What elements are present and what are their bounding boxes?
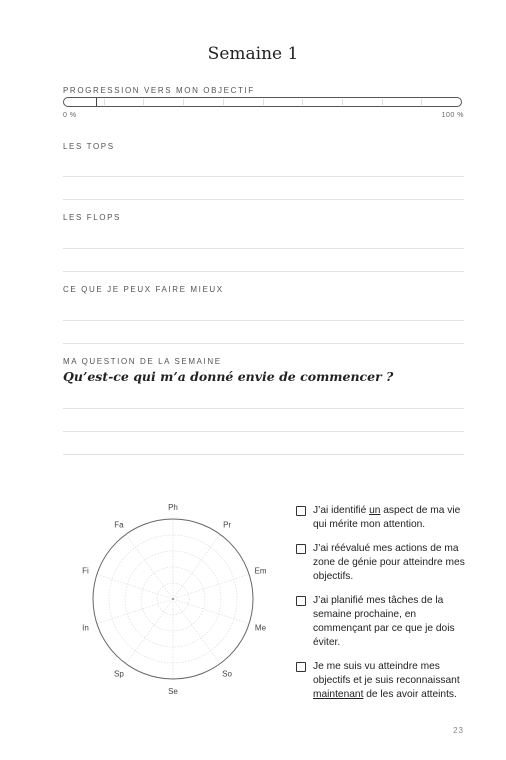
checklist-item-text: J’ai planifié mes tâches de la semaine prochaine, en commençant par ce que je dois éviter. [313, 595, 455, 648]
checkbox[interactable] [296, 662, 306, 672]
progress-tick [223, 99, 224, 105]
checklist-item-text: J’ai réévalué mes actions de ma zone de génie pour atteindre mes objectifs. [313, 543, 465, 582]
wheel-center [172, 598, 174, 600]
progress-tick [302, 99, 303, 105]
checklist-item-text: J’ai identifié un aspect de ma vie qui mérite mon attention. [313, 505, 461, 530]
tops-line-2[interactable] [63, 199, 464, 200]
wheel-label-so: So [222, 669, 232, 679]
checklist-item [296, 660, 466, 702]
progress-tick [143, 99, 144, 105]
tops-label: LES TOPS [63, 142, 115, 151]
checkbox[interactable] [296, 544, 306, 554]
wheel-spoke [97, 574, 173, 599]
life-wheel [70, 498, 280, 698]
wheel-spoke [97, 599, 173, 624]
progress-min-label: 0 % [63, 112, 77, 119]
progress-tick [421, 99, 422, 105]
progress-tick [183, 99, 184, 105]
question-line-1[interactable] [63, 408, 464, 409]
progress-fill [64, 98, 96, 106]
progress-tick [342, 99, 343, 105]
question-line-3[interactable] [63, 454, 464, 455]
wheel-label-em: Em [254, 566, 267, 576]
page-number: 23 [453, 726, 464, 735]
progress-tick [104, 99, 105, 105]
wheel-label-se: Se [168, 687, 178, 696]
wheel-label-me: Me [254, 623, 267, 633]
underlined-word: un [369, 505, 381, 516]
wheel-spoke [173, 599, 249, 624]
question-label: MA QUESTION DE LA SEMAINE [63, 357, 222, 366]
progress-tick [382, 99, 383, 105]
tops-line-1[interactable] [63, 176, 464, 177]
progress-bar [63, 97, 462, 107]
wheel-label-in: In [82, 623, 89, 633]
wheel-label-fa: Fa [114, 520, 124, 530]
weekly-checklist [296, 504, 466, 712]
checkbox[interactable] [296, 506, 306, 516]
wheel-label-ph: Ph [168, 503, 178, 512]
checklist-item [296, 594, 466, 650]
flops-label: LES FLOPS [63, 213, 121, 222]
wheel-spoke [173, 574, 249, 599]
progress-label: PROGRESSION VERS MON OBJECTIF [63, 86, 255, 95]
progress-max-label: 100 % [441, 112, 464, 119]
checkbox[interactable] [296, 596, 306, 606]
improve-line-1[interactable] [63, 320, 464, 321]
wheel-label-pr: Pr [223, 520, 232, 530]
flops-line-1[interactable] [63, 248, 464, 249]
wheel-spoke [126, 534, 173, 599]
question-line-2[interactable] [63, 431, 464, 432]
wheel-label-fi: Fi [82, 566, 89, 576]
checklist-item [296, 504, 466, 532]
wheel-label-sp: Sp [114, 669, 124, 679]
question-text: Qu’est-ce qui m’a donné envie de commencer ? [63, 369, 394, 384]
improve-line-2[interactable] [63, 343, 464, 344]
progress-tick [263, 99, 264, 105]
checklist-item [296, 542, 466, 584]
underlined-word: maintenant [313, 689, 364, 700]
wheel-spoke [173, 599, 220, 664]
flops-line-2[interactable] [63, 271, 464, 272]
wheel-spoke [173, 534, 220, 599]
progress-marker [96, 98, 97, 106]
page-title: Semaine 1 [207, 44, 299, 64]
improve-label: CE QUE JE PEUX FAIRE MIEUX [63, 285, 224, 294]
checklist-item-text: Je me suis vu atteindre mes objectifs et je suis reconnaissant maintenant de les avoir atteints. [313, 661, 460, 700]
wheel-spoke [126, 599, 173, 664]
